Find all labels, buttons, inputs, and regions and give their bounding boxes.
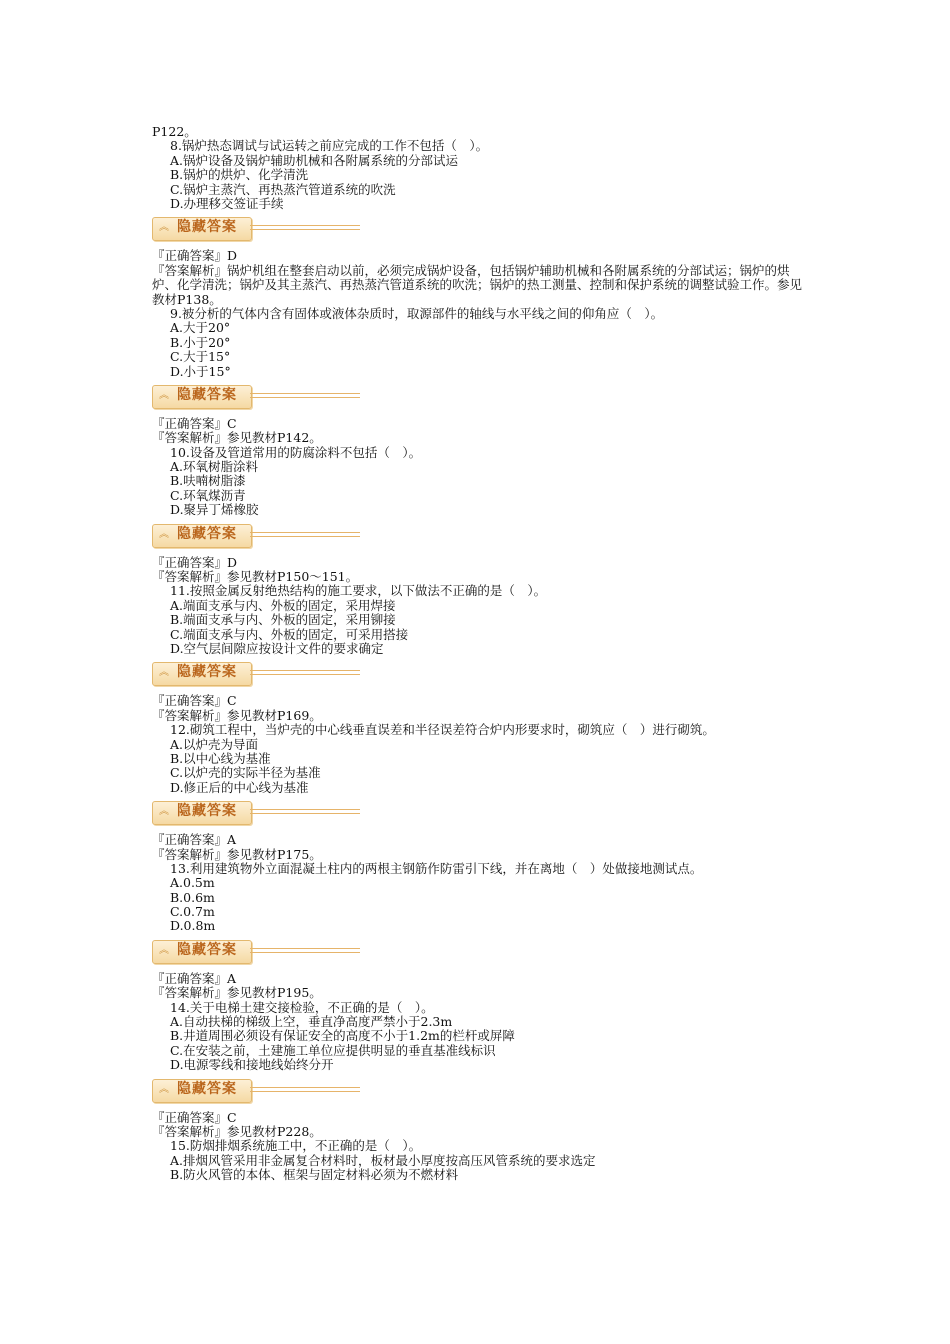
analysis-10: 『答案解析』参见教材P150～151。: [152, 569, 359, 585]
divider: [250, 225, 360, 226]
option-8a: A.锅炉设备及锅炉辅助机械和各附属系统的分部试运: [170, 152, 459, 168]
answer-13: 『正确答案』A: [152, 970, 237, 986]
option-8b: B.锅炉的烘炉、化学清洗: [170, 167, 309, 183]
hide-answer-button[interactable]: [152, 940, 252, 964]
analysis-13: 『答案解析』参见教材P195。: [152, 985, 322, 1001]
hide-answer-button[interactable]: [152, 385, 252, 409]
double-chevron-up-icon: ︽: [159, 944, 169, 956]
hide-answer-bar: [152, 381, 812, 411]
option-12d: D.修正后的中心线为基准: [170, 779, 309, 795]
question-15: 15.防烟排烟系统施工中，不正确的是（ ）。: [170, 1138, 422, 1154]
divider: [250, 1091, 360, 1092]
question-11: 11.按照金属反射绝热结构的施工要求，以下做法不正确的是（ ）。: [170, 583, 547, 599]
divider: [250, 397, 360, 398]
hide-answer-bar: [152, 213, 812, 243]
option-8d: D.办理移交签证手续: [170, 195, 284, 211]
hide-answer-bar: [152, 936, 812, 966]
document-body: [152, 125, 812, 1183]
divider: [250, 229, 360, 230]
divider: [250, 952, 360, 953]
question-12: 12.砌筑工程中，当炉壳的中心线垂直误差和半径误差符合炉内形要求时，砌筑应（ ）进行砌筑。: [170, 722, 715, 738]
hide-answer-label: 隐藏答案: [177, 1080, 237, 1097]
double-chevron-up-icon: ︽: [159, 667, 169, 679]
hide-answer-label: 隐藏答案: [177, 664, 237, 681]
option-11c: C.端面支承与内、外板的固定，可采用搭接: [170, 626, 409, 642]
divider: [250, 809, 360, 810]
answer-11: 『正确答案』C: [152, 693, 237, 709]
question-10: 10.设备及管道常用的防腐涂料不包括（ ）。: [170, 444, 422, 460]
option-11b: B.端面支承与内、外板的固定，采用铆接: [170, 612, 396, 628]
question-14: 14.关于电梯土建交接检验，不正确的是（ ）。: [170, 999, 434, 1015]
analysis-11: 『答案解析』参见教材P169。: [152, 707, 322, 723]
analysis-9: 『答案解析』参见教材P142。: [152, 430, 322, 446]
double-chevron-up-icon: ︽: [159, 528, 169, 540]
option-14b: B.井道周围必须设有保证安全的高度不小于1.2m的栏杆或屏障: [170, 1028, 515, 1044]
hide-answer-label: 隐藏答案: [177, 219, 237, 236]
divider: [250, 813, 360, 814]
double-chevron-up-icon: ︽: [159, 389, 169, 401]
option-12a: A.以炉壳为导面: [170, 736, 259, 752]
double-chevron-up-icon: ︽: [159, 806, 169, 818]
option-10d: D.聚异丁烯橡胶: [170, 502, 259, 518]
option-10a: A.环氧树脂涂料: [170, 459, 259, 475]
page-reference: P122。: [152, 124, 197, 139]
hide-answer-button[interactable]: [152, 1079, 252, 1103]
option-14d: D.电源零线和接地线始终分开: [170, 1057, 334, 1073]
divider: [250, 536, 360, 537]
divider: [250, 1087, 360, 1088]
option-12b: B.以中心线为基准: [170, 750, 271, 766]
answer-14: 『正确答案』C: [152, 1109, 237, 1125]
analysis-14: 『答案解析』参见教材P228。: [152, 1123, 322, 1139]
hide-answer-label: 隐藏答案: [177, 386, 237, 403]
hide-answer-bar: [152, 658, 812, 688]
analysis-8: 『答案解析』锅炉机组在整套启动以前，必须完成锅炉设备，包括锅炉辅助机械和各附属系统的分部试运；锅炉的烘炉、化学清洗；锅炉及其主蒸汽、再热蒸汽管道系统的吹洗；锅炉的热工测量、控制和保护系统的调整试验工作。参见教材P138。: [152, 262, 803, 307]
hide-answer-label: 隐藏答案: [177, 525, 237, 542]
option-13b: B.0.6m: [170, 889, 215, 905]
option-15b: B.防火风管的本体、框架与固定材料必须为不燃材料: [170, 1167, 459, 1183]
hide-answer-button[interactable]: [152, 524, 252, 548]
hide-answer-label: 隐藏答案: [177, 941, 237, 958]
answer-8: 『正确答案』D: [152, 248, 238, 264]
option-9a: A.大于20°: [170, 320, 231, 336]
hide-answer-button[interactable]: [152, 801, 252, 825]
option-12c: C.以炉壳的实际半径为基准: [170, 765, 321, 781]
option-9d: D.小于15°: [170, 363, 231, 379]
question-9: 9.被分析的气体内含有固体或液体杂质时，取源部件的轴线与水平线之间的仰角应（ ）。: [170, 305, 664, 321]
answer-12: 『正确答案』A: [152, 832, 237, 848]
hide-answer-button[interactable]: [152, 217, 252, 241]
question-13: 13.利用建筑物外立面混凝土柱内的两根主钢筋作防雷引下线，并在离地（ ）处做接地测试点。: [170, 860, 703, 876]
hide-answer-bar: [152, 1075, 812, 1105]
option-13d: D.0.8m: [170, 918, 216, 934]
divider: [250, 670, 360, 671]
option-15a: A.排烟风管采用非金属复合材料时，板材最小厚度按高压风管系统的要求选定: [170, 1152, 596, 1168]
option-9c: C.大于15°: [170, 349, 231, 365]
option-14a: A.自动扶梯的梯级上空，垂直净高度严禁小于2.3m: [170, 1014, 453, 1030]
double-chevron-up-icon: ︽: [159, 1083, 169, 1095]
option-11d: D.空气层间隙应按设计文件的要求确定: [170, 640, 384, 656]
divider: [250, 393, 360, 394]
answer-9: 『正确答案』C: [152, 415, 237, 431]
option-13c: C.0.7m: [170, 904, 215, 920]
hide-answer-button[interactable]: [152, 662, 252, 686]
hide-answer-bar: [152, 797, 812, 827]
option-9b: B.小于20°: [170, 334, 231, 350]
option-10c: C.环氧煤沥青: [170, 487, 246, 503]
hide-answer-label: 隐藏答案: [177, 803, 237, 820]
question-8: 8.锅炉热态调试与试运转之前应完成的工作不包括（ ）。: [170, 138, 489, 154]
option-14c: C.在安装之前，土建施工单位应提供明显的垂直基准线标识: [170, 1042, 496, 1058]
option-10b: B.呋喃树脂漆: [170, 473, 246, 489]
option-13a: A.0.5m: [170, 875, 215, 891]
double-chevron-up-icon: ︽: [159, 222, 169, 234]
divider: [250, 948, 360, 949]
hide-answer-bar: [152, 520, 812, 550]
analysis-12: 『答案解析』参见教材P175。: [152, 846, 322, 862]
option-8c: C.锅炉主蒸汽、再热蒸汽管道系统的吹洗: [170, 181, 396, 197]
answer-10: 『正确答案』D: [152, 554, 238, 570]
option-11a: A.端面支承与内、外板的固定，采用焊接: [170, 597, 396, 613]
divider: [250, 674, 360, 675]
divider: [250, 532, 360, 533]
